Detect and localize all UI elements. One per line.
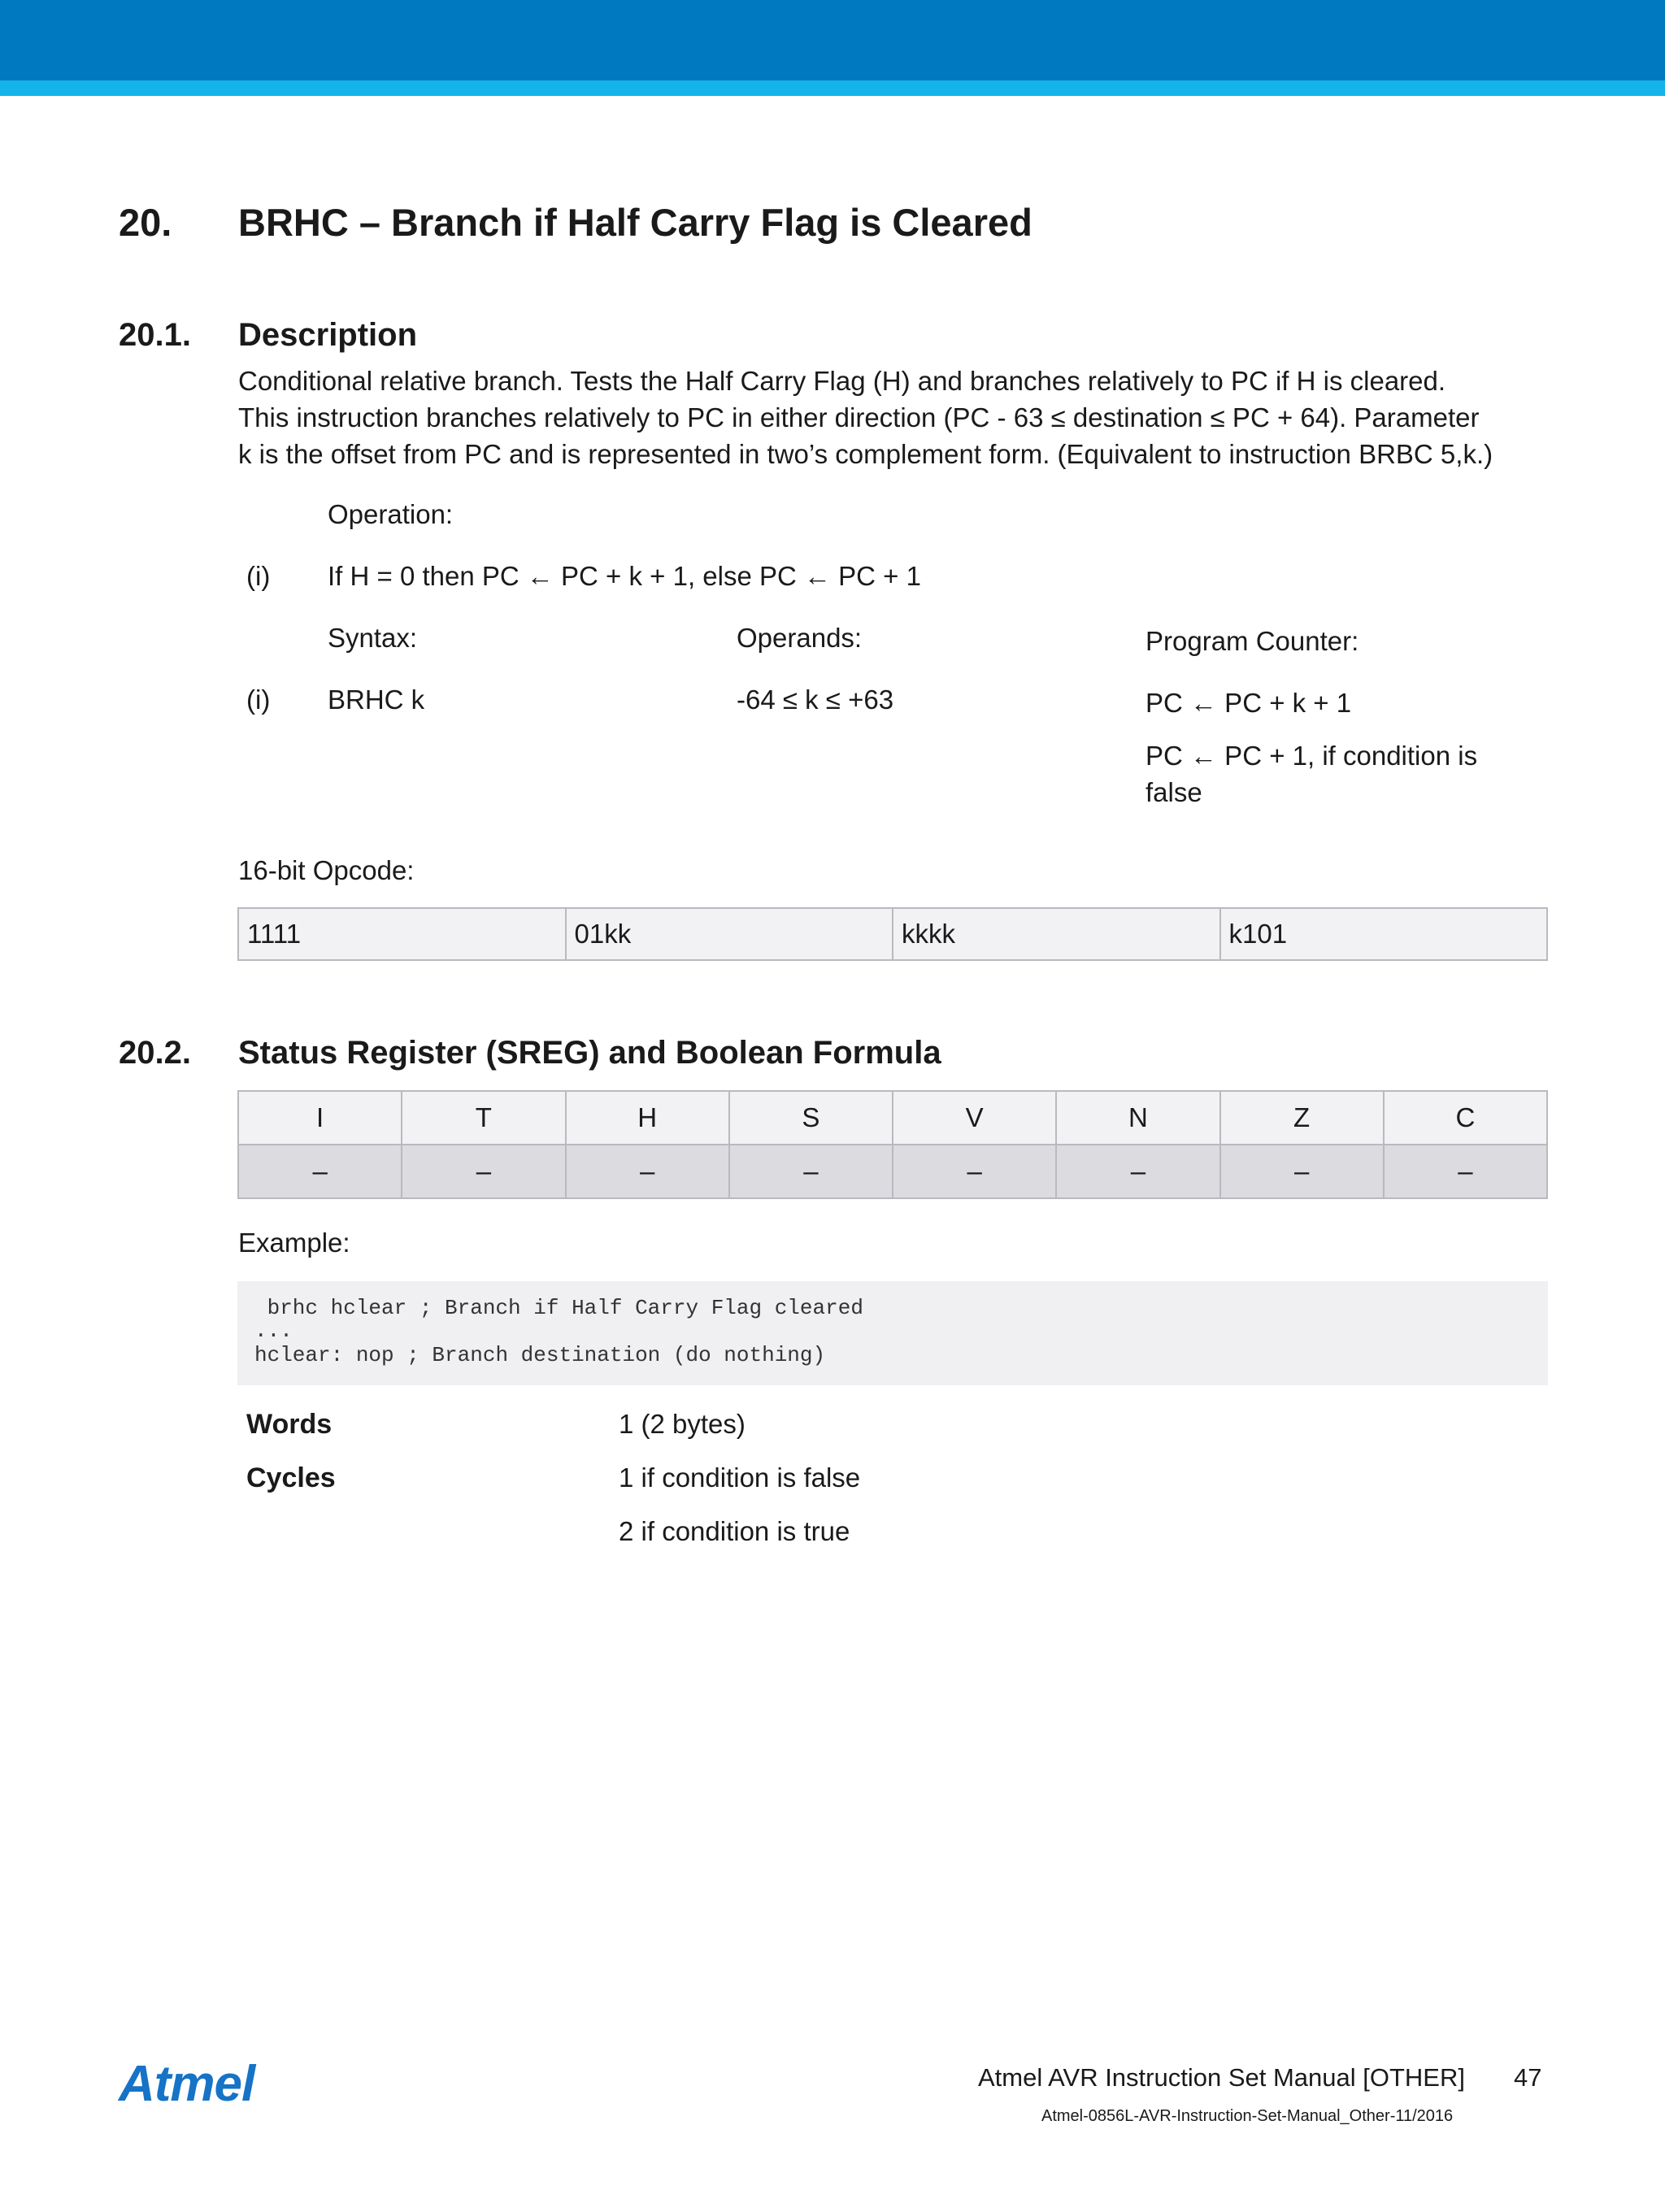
cycles-value: 2 if condition is true xyxy=(619,1516,850,1546)
operands-value: -64 ≤ k ≤ +63 xyxy=(737,684,894,715)
syntax-header: Syntax: xyxy=(328,623,418,653)
pc-line: PC ← PC + 1, if condition is xyxy=(1146,741,1478,771)
example-label: Example: xyxy=(238,1228,350,1258)
program-counter-header: Program Counter: xyxy=(1146,626,1359,656)
section-title: BRHC – Branch if Half Carry Flag is Cleared xyxy=(238,201,1032,244)
opcode-cell: kkkk xyxy=(893,908,1220,960)
opcode-label: 16-bit Opcode: xyxy=(238,855,415,885)
sreg-number: 20.2. xyxy=(119,1035,191,1071)
sreg-flag: Z xyxy=(1220,1091,1384,1145)
operation-formula: If H = 0 then PC ← PC + k + 1, else PC ← PC + 1 xyxy=(328,561,921,591)
sreg-flags-row xyxy=(238,1091,1547,1145)
syntax-value: BRHC k xyxy=(328,684,425,715)
description-line: k is the offset from PC and is represented in two’s complement form. (Equivalent to instruction BRBC 5,k.) xyxy=(238,439,1493,469)
sreg-flag: V xyxy=(893,1091,1056,1145)
sreg-value: – xyxy=(238,1145,402,1198)
operands-header: Operands: xyxy=(737,623,863,653)
description-text xyxy=(238,363,1555,472)
atmel-logo: Atmel xyxy=(119,2056,255,2112)
opcode-cell: k101 xyxy=(1220,908,1548,960)
sreg-flag: T xyxy=(402,1091,565,1145)
code-line: ... xyxy=(254,1319,293,1343)
cycles-label: Cycles xyxy=(246,1462,336,1493)
program-counter-value xyxy=(1146,684,1552,810)
sreg-value: – xyxy=(1056,1145,1219,1198)
words-value: 1 (2 bytes) xyxy=(619,1409,746,1439)
code-line: brhc hclear ; Branch if Half Carry Flag cleared xyxy=(254,1296,863,1320)
pc-line: false xyxy=(1146,777,1202,807)
sreg-value: – xyxy=(566,1145,729,1198)
opcode-cell: 1111 xyxy=(238,908,566,960)
sreg-values-row xyxy=(238,1145,1547,1198)
sreg-value: – xyxy=(1220,1145,1384,1198)
sreg-value: – xyxy=(729,1145,893,1198)
footer-manual-title: Atmel AVR Instruction Set Manual [OTHER] xyxy=(978,2063,1465,2092)
syntax-mark: (i) xyxy=(246,684,271,715)
code-line: hclear: nop ; Branch destination (do nothing) xyxy=(254,1343,826,1367)
description-line: Conditional relative branch. Tests the Half Carry Flag (H) and branches relatively to PC if H is cleared. xyxy=(238,366,1446,396)
words-label: Words xyxy=(246,1409,333,1440)
sreg-value: – xyxy=(1384,1145,1547,1198)
operation-mark: (i) xyxy=(246,561,271,591)
operation-label: Operation: xyxy=(328,499,454,529)
sreg-table xyxy=(237,1090,1548,1199)
description-line: This instruction branches relatively to PC in either direction (PC - 63 ≤ destination ≤ PC + 64). Parameter xyxy=(238,402,1480,432)
header-bar xyxy=(0,0,1665,80)
pc-line: PC ← PC + k + 1 xyxy=(1146,688,1352,718)
sreg-value: – xyxy=(893,1145,1056,1198)
sreg-flag: S xyxy=(729,1091,893,1145)
sreg-title: Status Register (SREG) and Boolean Formula xyxy=(238,1035,941,1071)
footer-page-number: 47 xyxy=(1514,2063,1542,2092)
example-code-block xyxy=(237,1281,1548,1385)
opcode-row xyxy=(238,908,1547,960)
sreg-flag: H xyxy=(566,1091,729,1145)
section-number: 20. xyxy=(119,201,172,244)
description-title: Description xyxy=(238,317,418,353)
sreg-value: – xyxy=(402,1145,565,1198)
header-stripe xyxy=(0,80,1665,96)
opcode-table xyxy=(237,907,1548,961)
description-number: 20.1. xyxy=(119,317,191,353)
sreg-flag: N xyxy=(1056,1091,1219,1145)
cycles-value: 1 if condition is false xyxy=(619,1462,861,1493)
sreg-flag: I xyxy=(238,1091,402,1145)
opcode-cell: 01kk xyxy=(566,908,893,960)
footer-doc-id: Atmel-0856L-AVR-Instruction-Set-Manual_Other-11/2016 xyxy=(1041,2107,1454,2125)
sreg-flag: C xyxy=(1384,1091,1547,1145)
